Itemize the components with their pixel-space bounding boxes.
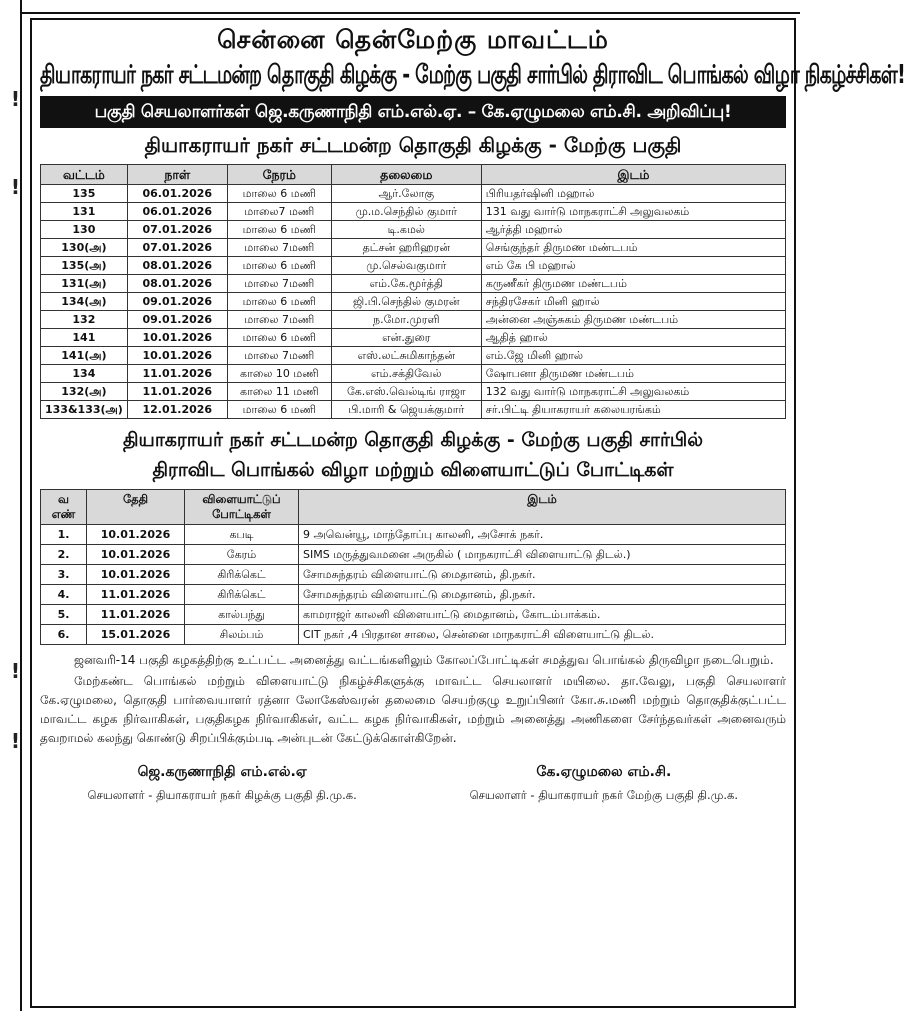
cell-date: 06.01.2026 <box>127 185 227 203</box>
cell-head: ஆர்.லோகு <box>331 185 481 203</box>
cell-head: ந.மோ.முரளி <box>331 311 481 329</box>
cell-venue: சர்.பிட்டி தியாகராயர் கலையரங்கம் <box>481 401 785 419</box>
table-row <box>41 185 786 203</box>
cell-no: 5. <box>41 605 87 625</box>
cell-venue: எம் கே பி மஹால் <box>481 257 785 275</box>
cell-no: 2. <box>41 545 87 565</box>
cell-venue: 131 வது வார்டு மாநகராட்சி அலுவலகம் <box>481 203 785 221</box>
cell-ward: 130(அ) <box>41 239 128 257</box>
cell-head: மு.செல்வகுமார் <box>331 257 481 275</box>
games-title-line1: தியாகராயர் நகர் சட்டமன்ற தொகுதி கிழக்கு - மேற்கு பகுதி சார்பில் <box>122 429 704 451</box>
cell-sport: கிரிக்கெட் <box>185 565 299 585</box>
cell-date: 12.01.2026 <box>127 401 227 419</box>
table-row <box>41 545 786 565</box>
cell-sport: கால்பந்து <box>185 605 299 625</box>
schedule-header-row <box>41 165 786 185</box>
table-row <box>41 275 786 293</box>
cell-date: 11.01.2026 <box>87 605 185 625</box>
cell-date: 11.01.2026 <box>87 585 185 605</box>
schedule-section-title: தியாகராயர் நகர் சட்டமன்ற தொகுதி கிழக்கு - மேற்கு பகுதி <box>144 133 682 157</box>
cell-time: மாலை 6 மணி <box>227 185 331 203</box>
col-sport: விளையாட்டுப் போட்டிகள் <box>185 490 299 525</box>
kolam-notice: ஜனவரி-14 பகுதி கழகத்திற்கு உட்பட்ட அனைத்து வட்டங்களிலும் கோலப்போட்டிகள் சமத்துவ பொங்கல் திருவிழா நடைபெறும். <box>74 653 774 667</box>
cell-date: 09.01.2026 <box>127 311 227 329</box>
games-title-line2: திராவிட பொங்கல் விழா மற்றும் விளையாட்டுப் போட்டிகள் <box>152 459 674 481</box>
cell-head: மு.ம.செந்தில் குமார் <box>331 203 481 221</box>
col-head: தலைமை <box>331 165 481 185</box>
table-row <box>41 625 786 645</box>
table-row <box>41 365 786 383</box>
signature-role: செயலாளர் - தியாகராயர் நகர் மேற்கு பகுதி தி.மு.க. <box>469 788 739 802</box>
table-row <box>41 565 786 585</box>
col-venue: இடம் <box>481 165 785 185</box>
cell-date: 10.01.2026 <box>87 565 185 585</box>
cell-venue: சந்திரசேகர் மினி ஹால் <box>481 293 785 311</box>
signature-role: செயலாளர் - தியாகராயர் நகர் கிழக்கு பகுதி தி.மு.க. <box>87 788 357 802</box>
cell-ward: 141 <box>41 329 128 347</box>
table-row <box>41 383 786 401</box>
cell-venue: கருணீகர் திருமண மண்டபம் <box>481 275 785 293</box>
cell-venue: சோமசுந்தரம் விளையாட்டு மைதானம், தி.நகர். <box>299 585 786 605</box>
table-row <box>41 311 786 329</box>
cell-venue: செங்குந்தர் திருமண மண்டபம் <box>481 239 785 257</box>
cell-head: என்.துரை <box>331 329 481 347</box>
invitation-paragraph: மேற்கண்ட பொங்கல் மற்றும் விளையாட்டு நிகழ்ச்சிகளுக்கு மாவட்ட செயலாளர் மயிலை. தா.வேலு, பகுதி செயலாளர் கே.ஏழுமலை, தொகுதி பார்வையாளர் ரத்னா லோகேஸ்வரன் தலைமை செயற்குழு உறுப்பினர் கோ.சு.மணி மற்றும் தொகுதிக்குட்பட்ட மாவட்ட கழக நிர்வாகிகள், பகுதிகழக நிர்வாகிகள், வட்ட கழக நிர்வாகிகள், மற்றும் அனைத்து அணிகளை சேர்ந்தவர்கள் அனைவரும் தவறாமல் கலந்து கொண்டு சிறப்பிக்கும்படி அன்புடன் கேட்டுக்கொள்கிறேன். <box>40 674 786 745</box>
games-table <box>40 489 786 645</box>
cell-sport: சிலம்பம் <box>185 625 299 645</box>
cell-venue: பிரியதர்ஷினி மஹால் <box>481 185 785 203</box>
cell-date: 10.01.2026 <box>127 329 227 347</box>
schedule-table <box>40 164 786 419</box>
table-row <box>41 293 786 311</box>
district-title: சென்னை தென்மேற்கு மாவட்டம் <box>217 25 609 54</box>
cell-date: 07.01.2026 <box>127 221 227 239</box>
cell-venue: CIT நகர் ,4 பிரதான சாலை, சென்னை மாநகராட்சி விளையாட்டு திடல். <box>299 625 786 645</box>
cell-head: பி.மாரி & ஜெயக்குமார் <box>331 401 481 419</box>
cell-time: மாலை 7மணி <box>227 311 331 329</box>
event-headline: தியாகராயர் நகர் சட்டமன்ற தொகுதி கிழக்கு - மேற்கு பகுதி சார்பில் திராவிட பொங்கல் விழா நிகழ்ச்சிகள்! <box>40 60 905 90</box>
cell-ward: 134 <box>41 365 128 383</box>
table-row <box>41 221 786 239</box>
cell-sport: கபடி <box>185 525 299 545</box>
cell-time: மாலை 7மணி <box>227 275 331 293</box>
col-time: நேரம் <box>227 165 331 185</box>
cell-no: 1. <box>41 525 87 545</box>
table-row <box>41 347 786 365</box>
table-row <box>41 239 786 257</box>
col-serial: வ எண் <box>41 490 87 525</box>
cell-head: எம்.சக்திவேல் <box>331 365 481 383</box>
games-header-row <box>41 490 786 525</box>
cell-venue: சோமசுந்தரம் விளையாட்டு மைதானம், தி.நகர். <box>299 565 786 585</box>
cell-venue: 132 வது வார்டு மாநகராட்சி அலுவலகம் <box>481 383 785 401</box>
cell-time: மாலை 6 மணி <box>227 329 331 347</box>
cell-ward: 141(அ) <box>41 347 128 365</box>
table-row <box>41 525 786 545</box>
cell-head: எஸ்.லட்சுமிகாந்தன் <box>331 347 481 365</box>
cell-time: காலை 10 மணி <box>227 365 331 383</box>
signatures <box>40 762 786 804</box>
cell-ward: 134(அ) <box>41 293 128 311</box>
cell-date: 08.01.2026 <box>127 257 227 275</box>
cell-date: 10.01.2026 <box>127 347 227 365</box>
cell-ward: 131 <box>41 203 128 221</box>
cell-head: கே.எஸ்.வெல்டிங் ராஜா <box>331 383 481 401</box>
cell-no: 3. <box>41 565 87 585</box>
cell-venue: ஆதித் ஹால் <box>481 329 785 347</box>
cell-time: மாலை 6 மணி <box>227 293 331 311</box>
announcement-banner: பகுதி செயலாளர்கள் ஜெ.கருணாநிதி எம்.எல்.ஏ. – கே.ஏழுமலை எம்.சி. அறிவிப்பு! <box>40 96 786 128</box>
cell-venue: காமராஜர் காலனி விளையாட்டு மைதானம், கோடம்பாக்கம். <box>299 605 786 625</box>
cell-ward: 135(அ) <box>41 257 128 275</box>
col-game-venue: இடம் <box>299 490 786 525</box>
cell-no: 4. <box>41 585 87 605</box>
col-game-date: தேதி <box>87 490 185 525</box>
cell-ward: 130 <box>41 221 128 239</box>
cell-head: எம்.கே.மூர்த்தி <box>331 275 481 293</box>
cell-ward: 135 <box>41 185 128 203</box>
cell-head: ஜி.பி.செந்தில் குமரன் <box>331 293 481 311</box>
adjacent-column-strip: ! ! ! ! <box>0 0 22 1011</box>
cell-venue: ஷோபனா திருமண மண்டபம் <box>481 365 785 383</box>
cell-ward: 132(அ) <box>41 383 128 401</box>
signature-west <box>428 762 780 804</box>
cell-venue: SIMS மருத்துவமனை அருகில் ( மாநகராட்சி விளையாட்டு திடல்.) <box>299 545 786 565</box>
cell-sport: கேரம் <box>185 545 299 565</box>
cell-time: மாலை 7மணி <box>227 347 331 365</box>
table-row <box>41 257 786 275</box>
cell-date: 10.01.2026 <box>87 545 185 565</box>
cell-date: 11.01.2026 <box>127 365 227 383</box>
cell-date: 09.01.2026 <box>127 293 227 311</box>
cell-date: 10.01.2026 <box>87 525 185 545</box>
cell-time: காலை 11 மணி <box>227 383 331 401</box>
cell-ward: 132 <box>41 311 128 329</box>
cell-ward: 131(அ) <box>41 275 128 293</box>
cell-venue: 9 அவென்யூ, மாந்தோப்பு காலனி, அசோக் நகர். <box>299 525 786 545</box>
table-row <box>41 329 786 347</box>
cell-head: தட்சன் ஹரிஹரன் <box>331 239 481 257</box>
cell-time: மாலை 6 மணி <box>227 401 331 419</box>
cell-date: 07.01.2026 <box>127 239 227 257</box>
advertisement-panel <box>30 18 905 1008</box>
table-row <box>41 203 786 221</box>
cell-date: 06.01.2026 <box>127 203 227 221</box>
signature-name: கே.ஏழுமலை எம்.சி. <box>536 764 672 780</box>
cell-head: டி.கமல் <box>331 221 481 239</box>
cell-time: மாலை 6 மணி <box>227 221 331 239</box>
cell-date: 11.01.2026 <box>127 383 227 401</box>
cell-date: 15.01.2026 <box>87 625 185 645</box>
signature-name: ஜெ.கருணாநிதி எம்.எல்.ஏ <box>137 764 307 780</box>
cell-venue: ஆர்த்தி மஹால் <box>481 221 785 239</box>
table-row <box>41 401 786 419</box>
cell-no: 6. <box>41 625 87 645</box>
cell-date: 08.01.2026 <box>127 275 227 293</box>
adjacent-top-strip <box>22 0 800 14</box>
cell-venue: எம்.ஜே மினி ஹால் <box>481 347 785 365</box>
cell-venue: அன்னை அஞ்சுகம் திருமண மண்டபம் <box>481 311 785 329</box>
cell-time: மாலை 7மணி <box>227 239 331 257</box>
cell-ward: 133&133(அ) <box>41 401 128 419</box>
cell-time: மாலை7 மணி <box>227 203 331 221</box>
table-row <box>41 585 786 605</box>
signature-east <box>46 762 398 804</box>
table-row <box>41 605 786 625</box>
cell-time: மாலை 6 மணி <box>227 257 331 275</box>
col-ward: வட்டம் <box>41 165 128 185</box>
col-date: நாள் <box>127 165 227 185</box>
cell-sport: கிரிக்கெட் <box>185 585 299 605</box>
